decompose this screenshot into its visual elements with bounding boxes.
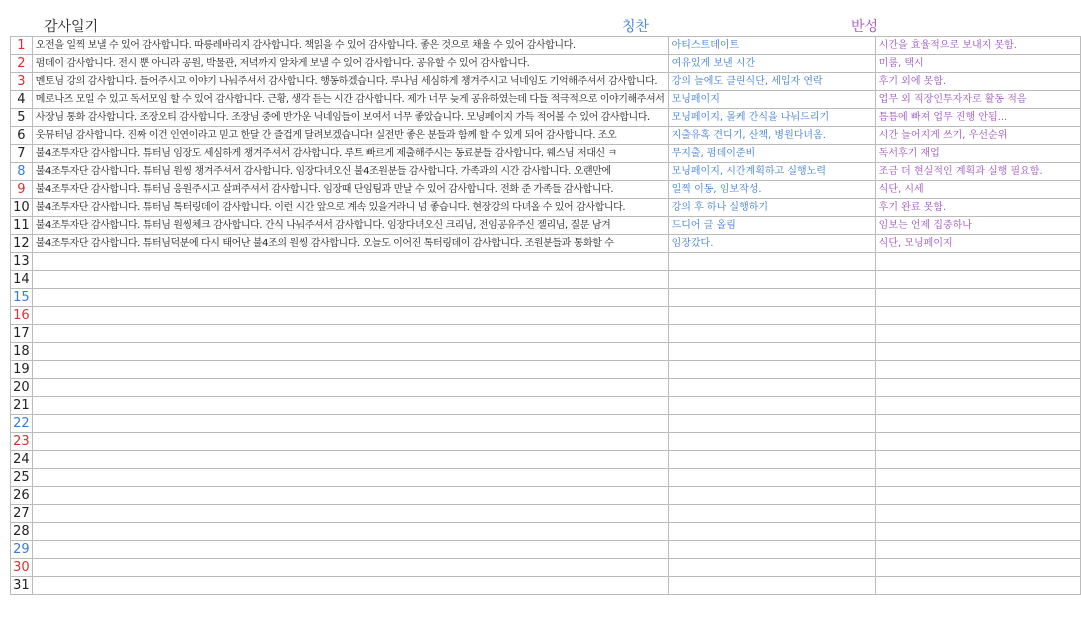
praise-cell[interactable]: 무지출, 펌데이준비 bbox=[668, 145, 875, 163]
praise-cell[interactable]: 모닝페이지, 몰케 간식을 나눠드리기 bbox=[668, 109, 875, 127]
day-number[interactable]: 5 bbox=[11, 109, 33, 127]
reflection-cell[interactable] bbox=[875, 379, 1080, 397]
table-row bbox=[11, 343, 1081, 361]
praise-cell[interactable] bbox=[668, 487, 875, 505]
praise-cell[interactable] bbox=[668, 379, 875, 397]
day-number[interactable]: 31 bbox=[11, 577, 33, 595]
praise-cell[interactable] bbox=[668, 433, 875, 451]
column-headers bbox=[0, 12, 1081, 36]
table-row bbox=[11, 559, 1081, 577]
reflection-cell[interactable]: 시간을 효율적으로 보내지 못함. bbox=[875, 37, 1080, 55]
praise-cell[interactable] bbox=[668, 541, 875, 559]
day-number[interactable]: 26 bbox=[11, 487, 33, 505]
day-number[interactable]: 8 bbox=[11, 163, 33, 181]
table-row bbox=[11, 271, 1081, 289]
day-number[interactable]: 27 bbox=[11, 505, 33, 523]
reflection-cell[interactable] bbox=[875, 415, 1080, 433]
gratitude-cell[interactable] bbox=[32, 541, 668, 559]
day-number[interactable]: 3 bbox=[11, 73, 33, 91]
table-row bbox=[11, 541, 1081, 559]
table-row bbox=[11, 73, 1081, 91]
table-row bbox=[11, 109, 1081, 127]
gratitude-cell[interactable]: 불4조투자단 감사합니다. 튜터님 임장도 세심하게 챙겨주셔서 감사합니다. 루트 빠르게 제출해주시는 동료분들 감사합니다. 웨스님 저대신 ㅋ bbox=[32, 145, 668, 163]
reflection-cell[interactable]: 시간 늘어지게 쓰기, 우선순위 bbox=[875, 127, 1080, 145]
gratitude-cell[interactable] bbox=[32, 271, 668, 289]
reflection-cell[interactable] bbox=[875, 289, 1080, 307]
reflection-cell[interactable]: 조금 더 현실적인 계획과 실행 필요함. bbox=[875, 163, 1080, 181]
reflection-cell[interactable] bbox=[875, 397, 1080, 415]
gratitude-cell[interactable] bbox=[32, 559, 668, 577]
gratitude-cell[interactable] bbox=[32, 397, 668, 415]
gratitude-cell[interactable]: 불4조투자단 감사합니다. 튜터님 원씽 챙겨주셔서 감사합니다. 임장다녀오신 불4조원분들 감사합니다. 가족과의 시간 감사합니다. 오랜만에 bbox=[32, 163, 668, 181]
day-number[interactable]: 21 bbox=[11, 397, 33, 415]
gratitude-cell[interactable]: 불4조투자단 감사합니다. 튜터님 원씽체크 감사합니다. 간식 나눠주셔서 감사합니다. 임장다녀오신 크리님, 전임공유주신 젤리님, 질문 남겨 bbox=[32, 217, 668, 235]
reflection-cell[interactable] bbox=[875, 433, 1080, 451]
praise-cell[interactable] bbox=[668, 505, 875, 523]
day-number[interactable]: 16 bbox=[11, 307, 33, 325]
gratitude-cell[interactable] bbox=[32, 253, 668, 271]
table-row bbox=[11, 487, 1081, 505]
day-number[interactable]: 7 bbox=[11, 145, 33, 163]
gratitude-cell[interactable] bbox=[32, 469, 668, 487]
table-row bbox=[11, 235, 1081, 253]
reflection-cell[interactable] bbox=[875, 577, 1080, 595]
praise-cell[interactable] bbox=[668, 361, 875, 379]
gratitude-cell[interactable]: 멘토님 강의 감사합니다. 들어주시고 이야기 나눠주셔서 감사합니다. 행동하겠습니다. 루나님 세심하게 챙겨주시고 닉네임도 기억해주셔서 감사합니다. bbox=[32, 73, 668, 91]
day-number[interactable]: 13 bbox=[11, 253, 33, 271]
table-row bbox=[11, 577, 1081, 595]
praise-cell[interactable]: 지출유혹 견디기, 산책, 병원다녀옴. bbox=[668, 127, 875, 145]
day-number[interactable]: 19 bbox=[11, 361, 33, 379]
table-row bbox=[11, 307, 1081, 325]
day-number[interactable]: 11 bbox=[11, 217, 33, 235]
gratitude-cell[interactable] bbox=[32, 487, 668, 505]
reflection-cell[interactable] bbox=[875, 325, 1080, 343]
gratitude-cell[interactable] bbox=[32, 523, 668, 541]
day-number[interactable]: 17 bbox=[11, 325, 33, 343]
reflection-cell[interactable] bbox=[875, 307, 1080, 325]
praise-cell[interactable] bbox=[668, 397, 875, 415]
day-number[interactable]: 15 bbox=[11, 289, 33, 307]
day-number[interactable]: 1 bbox=[11, 37, 33, 55]
gratitude-cell[interactable] bbox=[32, 451, 668, 469]
gratitude-cell[interactable] bbox=[32, 379, 668, 397]
praise-cell[interactable] bbox=[668, 289, 875, 307]
reflection-cell[interactable] bbox=[875, 271, 1080, 289]
table-row bbox=[11, 469, 1081, 487]
gratitude-cell[interactable] bbox=[32, 505, 668, 523]
table-row bbox=[11, 145, 1081, 163]
day-number[interactable]: 29 bbox=[11, 541, 33, 559]
day-number[interactable]: 9 bbox=[11, 181, 33, 199]
reflection-cell[interactable]: 후기 외에 못함. bbox=[875, 73, 1080, 91]
praise-cell[interactable]: 모닝페이지, 시간계획하고 실행노력 bbox=[668, 163, 875, 181]
praise-cell[interactable]: 임장갔다. bbox=[668, 235, 875, 253]
day-number[interactable]: 14 bbox=[11, 271, 33, 289]
gratitude-cell[interactable]: 메로나즈 모일 수 있고 독서모임 할 수 있어 감사합니다. 근황, 생각 듣는 시간 감사합니다. 제가 너무 늦게 공유하였는데 다들 적극적으로 이야기해주셔서 bbox=[32, 91, 668, 109]
reflection-cell[interactable]: 업무 외 직장인투자자로 활동 적음 bbox=[875, 91, 1080, 109]
reflection-cell[interactable] bbox=[875, 451, 1080, 469]
reflection-cell[interactable] bbox=[875, 361, 1080, 379]
reflection-cell[interactable] bbox=[875, 487, 1080, 505]
day-number[interactable]: 4 bbox=[11, 91, 33, 109]
table-row bbox=[11, 199, 1081, 217]
gratitude-cell[interactable] bbox=[32, 289, 668, 307]
table-row bbox=[11, 523, 1081, 541]
reflection-cell[interactable]: 미룸, 택시 bbox=[875, 55, 1080, 73]
praise-cell[interactable]: 드디어 글 올림 bbox=[668, 217, 875, 235]
reflection-cell[interactable] bbox=[875, 505, 1080, 523]
reflection-cell[interactable]: 후기 완료 못함. bbox=[875, 199, 1080, 217]
table-row bbox=[11, 37, 1081, 55]
reflection-cell[interactable]: 독서후기 재업 bbox=[875, 145, 1080, 163]
praise-cell[interactable] bbox=[668, 559, 875, 577]
praise-cell[interactable] bbox=[668, 325, 875, 343]
gratitude-cell[interactable] bbox=[32, 433, 668, 451]
diary-table bbox=[10, 36, 1081, 595]
day-number[interactable]: 20 bbox=[11, 379, 33, 397]
gratitude-cell[interactable]: 불4조투자단 감사합니다. 튜터님덕분에 다시 태어난 불4조의 원씽 감사합니다. 오늘도 이어진 톡터링데이 감사합니다. 조원분들과 통화할 수 bbox=[32, 235, 668, 253]
reflection-cell[interactable] bbox=[875, 541, 1080, 559]
table-row bbox=[11, 289, 1081, 307]
gratitude-cell[interactable] bbox=[32, 343, 668, 361]
table-row bbox=[11, 91, 1081, 109]
table-row bbox=[11, 505, 1081, 523]
gratitude-cell[interactable]: 불4조투자단 감사합니다. 튜터님 응원주시고 살펴주셔서 감사합니다. 임장때 단임팀과 만날 수 있어 감사합니다. 전화 준 가족들 감사합니다. bbox=[32, 181, 668, 199]
praise-cell[interactable] bbox=[668, 307, 875, 325]
table-row bbox=[11, 451, 1081, 469]
praise-cell[interactable] bbox=[668, 469, 875, 487]
table-row bbox=[11, 127, 1081, 145]
table-row bbox=[11, 55, 1081, 73]
day-number[interactable]: 23 bbox=[11, 433, 33, 451]
reflection-cell[interactable]: 임보는 언제 집중하나 bbox=[875, 217, 1080, 235]
gratitude-cell[interactable] bbox=[32, 325, 668, 343]
table-row bbox=[11, 181, 1081, 199]
praise-cell[interactable]: 강의 후 하나 실행하기 bbox=[668, 199, 875, 217]
reflection-cell[interactable] bbox=[875, 559, 1080, 577]
reflection-cell[interactable]: 틈틈에 빠져 업무 진행 안됨... bbox=[875, 109, 1080, 127]
gratitude-cell[interactable]: 불4조투자단 감사합니다. 튜터님 톡터링데이 감사합니다. 이런 시간 앞으로 계속 있을거라니 넘 좋습니다. 현장강의 다녀올 수 있어 감사합니다. bbox=[32, 199, 668, 217]
gratitude-cell[interactable]: 펌데이 감사합니다. 전시 뿐 아니라 공원, 박물관, 저녁까지 알차게 보낼 수 있어 감사합니다. 공유할 수 있어 감사합니다. bbox=[32, 55, 668, 73]
reflection-cell[interactable] bbox=[875, 523, 1080, 541]
day-number[interactable]: 25 bbox=[11, 469, 33, 487]
gratitude-cell[interactable]: 오전을 일찍 보낼 수 있어 감사합니다. 따릉레바리지 감사합니다. 책읽을 수 있어 감사합니다. 좋은 것으로 채울 수 있어 감사합니다. bbox=[32, 37, 668, 55]
praise-cell[interactable] bbox=[668, 253, 875, 271]
table-row bbox=[11, 361, 1081, 379]
day-number[interactable]: 24 bbox=[11, 451, 33, 469]
day-number[interactable]: 22 bbox=[11, 415, 33, 433]
praise-cell[interactable]: 강의 늘에도 클린식단, 세입자 연락 bbox=[668, 73, 875, 91]
table-row bbox=[11, 163, 1081, 181]
day-number[interactable]: 10 bbox=[11, 199, 33, 217]
day-number[interactable]: 12 bbox=[11, 235, 33, 253]
reflection-header: 반성 bbox=[851, 19, 879, 35]
reflection-cell[interactable] bbox=[875, 343, 1080, 361]
gratitude-cell[interactable] bbox=[32, 415, 668, 433]
day-number[interactable]: 18 bbox=[11, 343, 33, 361]
table-row bbox=[11, 433, 1081, 451]
reflection-cell[interactable] bbox=[875, 253, 1080, 271]
day-number[interactable]: 28 bbox=[11, 523, 33, 541]
praise-cell[interactable] bbox=[668, 271, 875, 289]
praise-cell[interactable] bbox=[668, 451, 875, 469]
table-row bbox=[11, 379, 1081, 397]
gratitude-header: 감사일기 bbox=[44, 19, 99, 35]
praise-cell[interactable] bbox=[668, 415, 875, 433]
praise-cell[interactable]: 여유있게 보낸 시간 bbox=[668, 55, 875, 73]
table-row bbox=[11, 253, 1081, 271]
table-row bbox=[11, 325, 1081, 343]
reflection-cell[interactable]: 식단, 모닝페이지 bbox=[875, 235, 1080, 253]
gratitude-cell[interactable] bbox=[32, 307, 668, 325]
day-number[interactable]: 6 bbox=[11, 127, 33, 145]
praise-cell[interactable] bbox=[668, 523, 875, 541]
praise-header: 칭찬 bbox=[622, 19, 650, 35]
gratitude-cell[interactable]: 웃뮤터님 감사합니다. 진짜 이건 인연이라고 믿고 한달 간 즐겁게 달려보겠습니다! 실전반 좋은 분들과 함께 할 수 있게 되어 감사합니다. 조오 bbox=[32, 127, 668, 145]
table-row bbox=[11, 397, 1081, 415]
gratitude-cell[interactable] bbox=[32, 361, 668, 379]
praise-cell[interactable] bbox=[668, 577, 875, 595]
praise-cell[interactable]: 모닝페이지 bbox=[668, 91, 875, 109]
praise-cell[interactable]: 아티스트데이트 bbox=[668, 37, 875, 55]
table-row bbox=[11, 415, 1081, 433]
praise-cell[interactable] bbox=[668, 343, 875, 361]
reflection-cell[interactable] bbox=[875, 469, 1080, 487]
day-number[interactable]: 30 bbox=[11, 559, 33, 577]
day-number[interactable]: 2 bbox=[11, 55, 33, 73]
reflection-cell[interactable]: 식단, 시세 bbox=[875, 181, 1080, 199]
gratitude-cell[interactable] bbox=[32, 577, 668, 595]
gratitude-cell[interactable]: 사장님 통화 감사합니다. 조장오티 감사합니다. 조장님 중에 반가운 닉네임들이 보여서 너무 좋았습니다. 모닝페이지 가득 적어볼 수 있어 감사합니다. bbox=[32, 109, 668, 127]
table-row bbox=[11, 217, 1081, 235]
praise-cell[interactable]: 일찍 이동, 임보작성. bbox=[668, 181, 875, 199]
